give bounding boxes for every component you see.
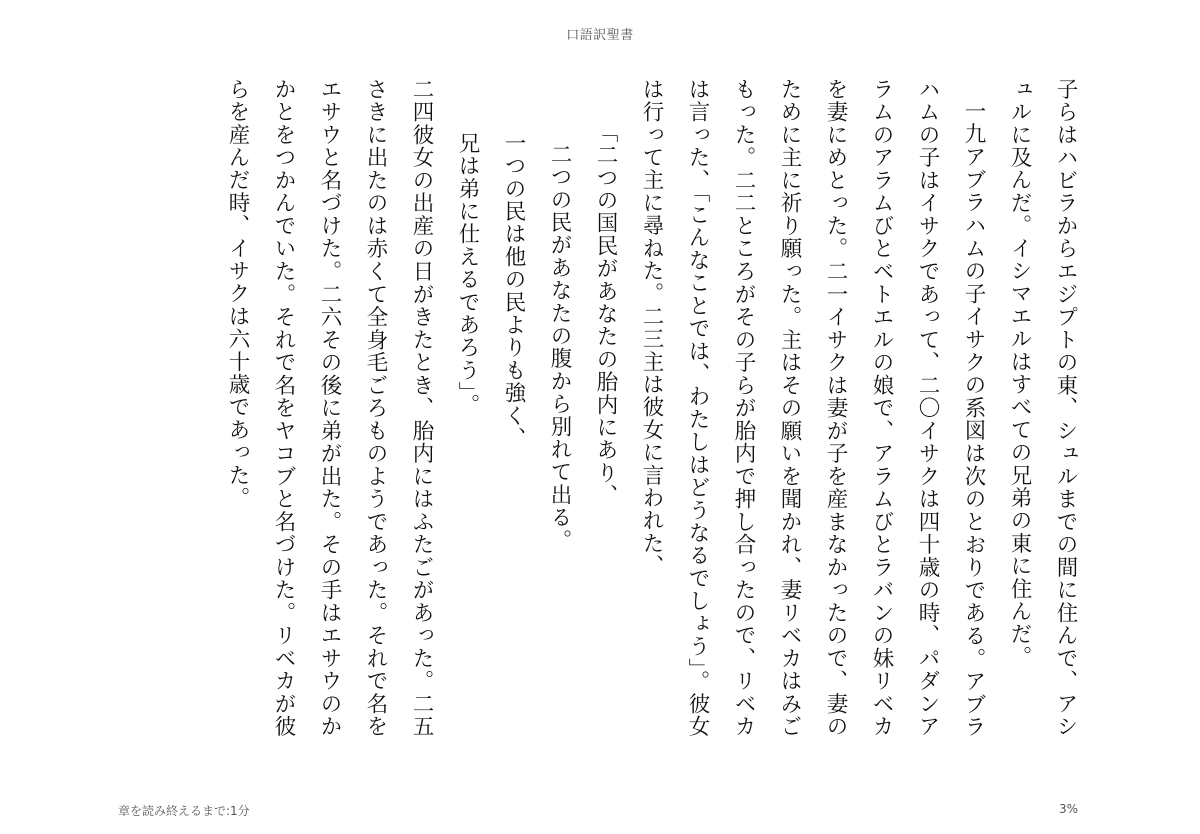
paragraph-2: 一九アブラハムの子イサクの系図は次のとおりである。アブラハムの子はイサクであって、二〇イサクは四十歳の時、パダンアラムのアラムびとベトエルの娘で、アラムびとラバンの妹リベカを妻にめとった。二一イサクは妻が子を産まなかったので、妻のために主に祈り願った。主はその願いを聞かれ、妻リベカはみごもった。二二ところがその子らが胎内で押し合ったので、リベカは言った、「こんなことでは、わたしはどうなるでしょう」。彼女は行って主に尋ねた。二三主は彼女に言われた、 (639, 78, 986, 738)
reading-progress-percent: 3% (1058, 802, 1078, 816)
vertical-text-column (110, 78, 1088, 738)
paragraph-1: 子らはハビラからエジプトの東、シュルまでの間に住んで、アシュルに及んだ。イシマエルはすべての兄弟の東に住んだ。 (1007, 78, 1078, 738)
poem-line-1: 「二つの国民があなたの胎内にあり、 (593, 121, 618, 507)
page-content (110, 78, 1088, 738)
chapter-time-remaining: 章を読み終えるまで:1分 (118, 804, 250, 818)
paragraph-3: 二四彼女の出産の日がきたとき、胎内にはふたごがあった。二五さきに出たのは赤くて全身毛ごろものようであった。それで名をエサウと名づけた。二六その後に弟が出た。その手はエサウのかかとをつかんでいた。それで名をヤコブと名づけた。リベカが彼らを産んだ時、イサクは六十歳であった。 (225, 78, 434, 738)
poem-line-2: 二つの民があなたの腹から別れて出る。 (547, 142, 572, 552)
book-title: 口語訳聖書 (566, 28, 634, 43)
poem-line-3: 一つの民は他の民よりも強く、 (501, 131, 526, 450)
poem-line-4: 兄は弟に仕えるであろう」。 (455, 131, 480, 417)
